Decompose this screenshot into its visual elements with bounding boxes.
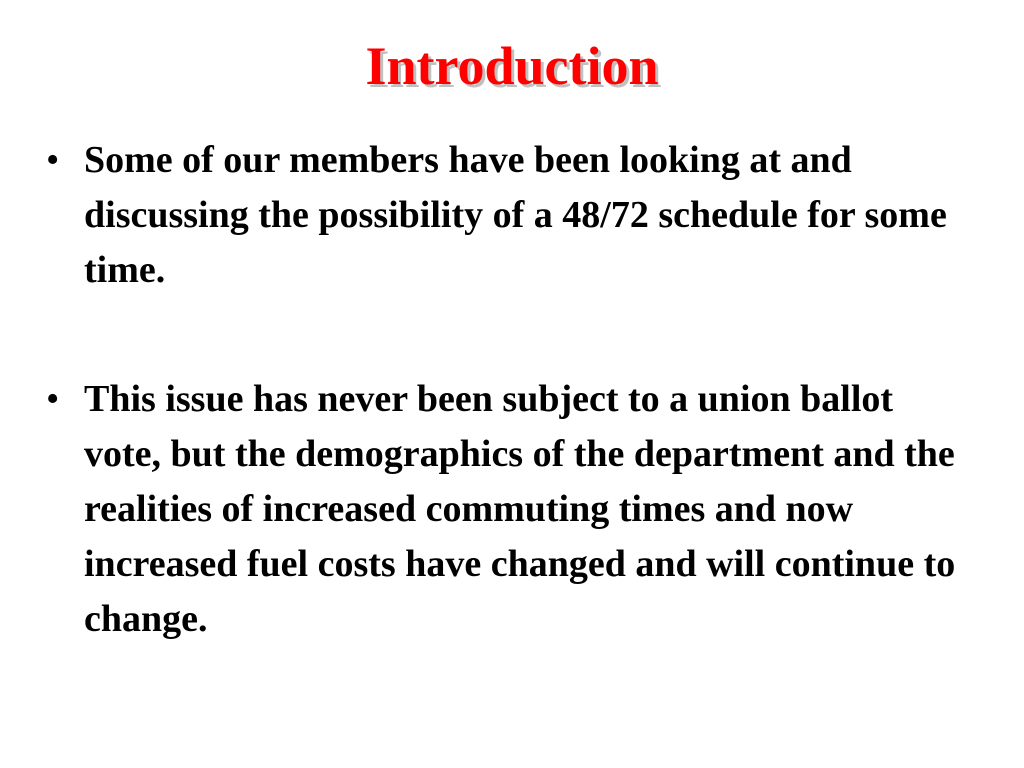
bullet-list — [46, 133, 966, 647]
bullet-marker: • — [46, 378, 60, 420]
bullet-text: This issue has never been subject to a union ballot vote, but the demographics of the department and the realities of increased commuting times and now increased fuel costs have changed and will continue to change. — [84, 378, 956, 640]
bullet-marker: • — [46, 139, 60, 181]
bullet-item — [46, 372, 966, 647]
bullet-text: Some of our members have been looking at and discussing the possibility of a 48/72 schedule for some time. — [84, 139, 947, 291]
slide-title: Introduction — [365, 36, 659, 96]
bullet-item — [46, 133, 966, 298]
